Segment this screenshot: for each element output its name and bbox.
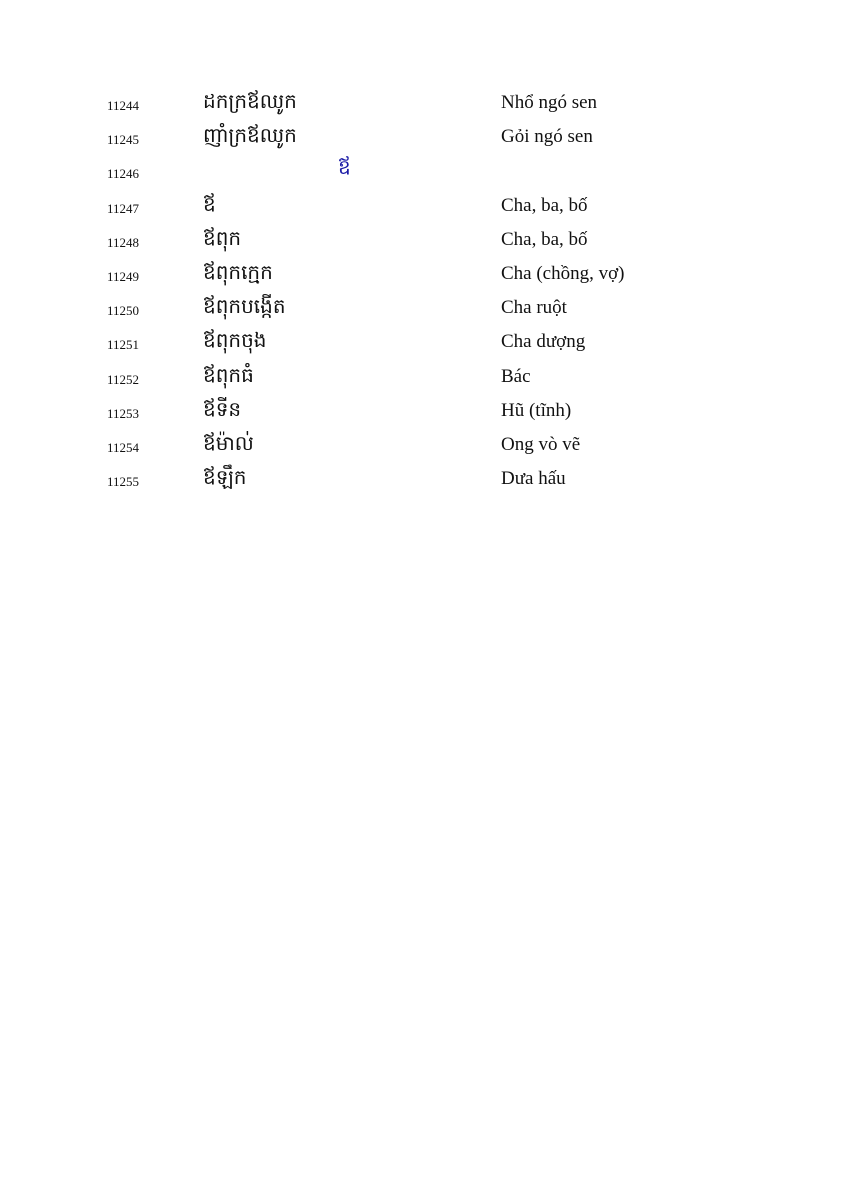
vietnamese-translation: Cha (chồng, vợ) (501, 262, 625, 284)
vietnamese-translation: Dưa hấu (501, 468, 566, 490)
khmer-term: ឪពុកចុង (203, 328, 267, 353)
entry-number: 11245 (107, 132, 140, 148)
entry-row (0, 430, 848, 464)
entry-number: 11250 (107, 303, 140, 319)
entry-row (0, 88, 848, 122)
khmer-term: ឪពុកបង្កើត (203, 294, 286, 319)
section-heading: ឪ (338, 155, 351, 180)
khmer-term: ញាំក្រឪឈូក (203, 123, 297, 148)
vietnamese-translation: Ong vò vẽ (501, 433, 581, 455)
khmer-term: ឪម៉ាល់ (203, 430, 254, 455)
entry-row (0, 327, 848, 361)
entry-number: 11254 (107, 439, 140, 455)
vietnamese-translation: Bác (501, 365, 531, 387)
vietnamese-translation: Hũ (tĩnh) (501, 399, 572, 421)
entry-number: 11247 (107, 200, 140, 216)
section-heading-row (0, 156, 848, 190)
entry-number: 11252 (107, 371, 140, 387)
khmer-term: ឪពុកធំ (203, 362, 254, 387)
entry-number: 11249 (107, 268, 140, 284)
vietnamese-translation: Cha, ba, bố (501, 228, 588, 250)
khmer-term: ឪទីន (203, 396, 242, 421)
vietnamese-translation: Cha dượng (501, 331, 586, 353)
entry-number: 11244 (107, 98, 140, 113)
entry-number: 11253 (107, 405, 140, 421)
entry-row (0, 122, 848, 156)
dictionary-entries (0, 88, 848, 498)
entry-number: 11255 (107, 474, 140, 490)
entry-number: 11248 (107, 234, 140, 250)
vietnamese-translation: Nhổ ngó sen (501, 92, 598, 113)
khmer-term: ដកក្រឪឈូក (203, 89, 297, 113)
entry-row (0, 293, 848, 327)
vietnamese-translation: Cha, ba, bố (501, 194, 588, 216)
khmer-term: ឪ (203, 191, 216, 216)
khmer-term: ឪពុក (203, 225, 242, 250)
entry-row (0, 191, 848, 225)
entry-row (0, 259, 848, 293)
vietnamese-translation: Cha ruột (501, 297, 567, 319)
entry-row (0, 464, 848, 498)
entry-number: 11246 (107, 166, 140, 182)
vietnamese-translation: Gỏi ngó sen (501, 126, 593, 148)
entry-row (0, 362, 848, 396)
entry-row (0, 396, 848, 430)
khmer-term: ឪពុកក្មេក (203, 259, 273, 284)
entry-number: 11251 (107, 337, 140, 353)
khmer-term: ឪឡឹក (203, 465, 247, 490)
entry-row (0, 225, 848, 259)
